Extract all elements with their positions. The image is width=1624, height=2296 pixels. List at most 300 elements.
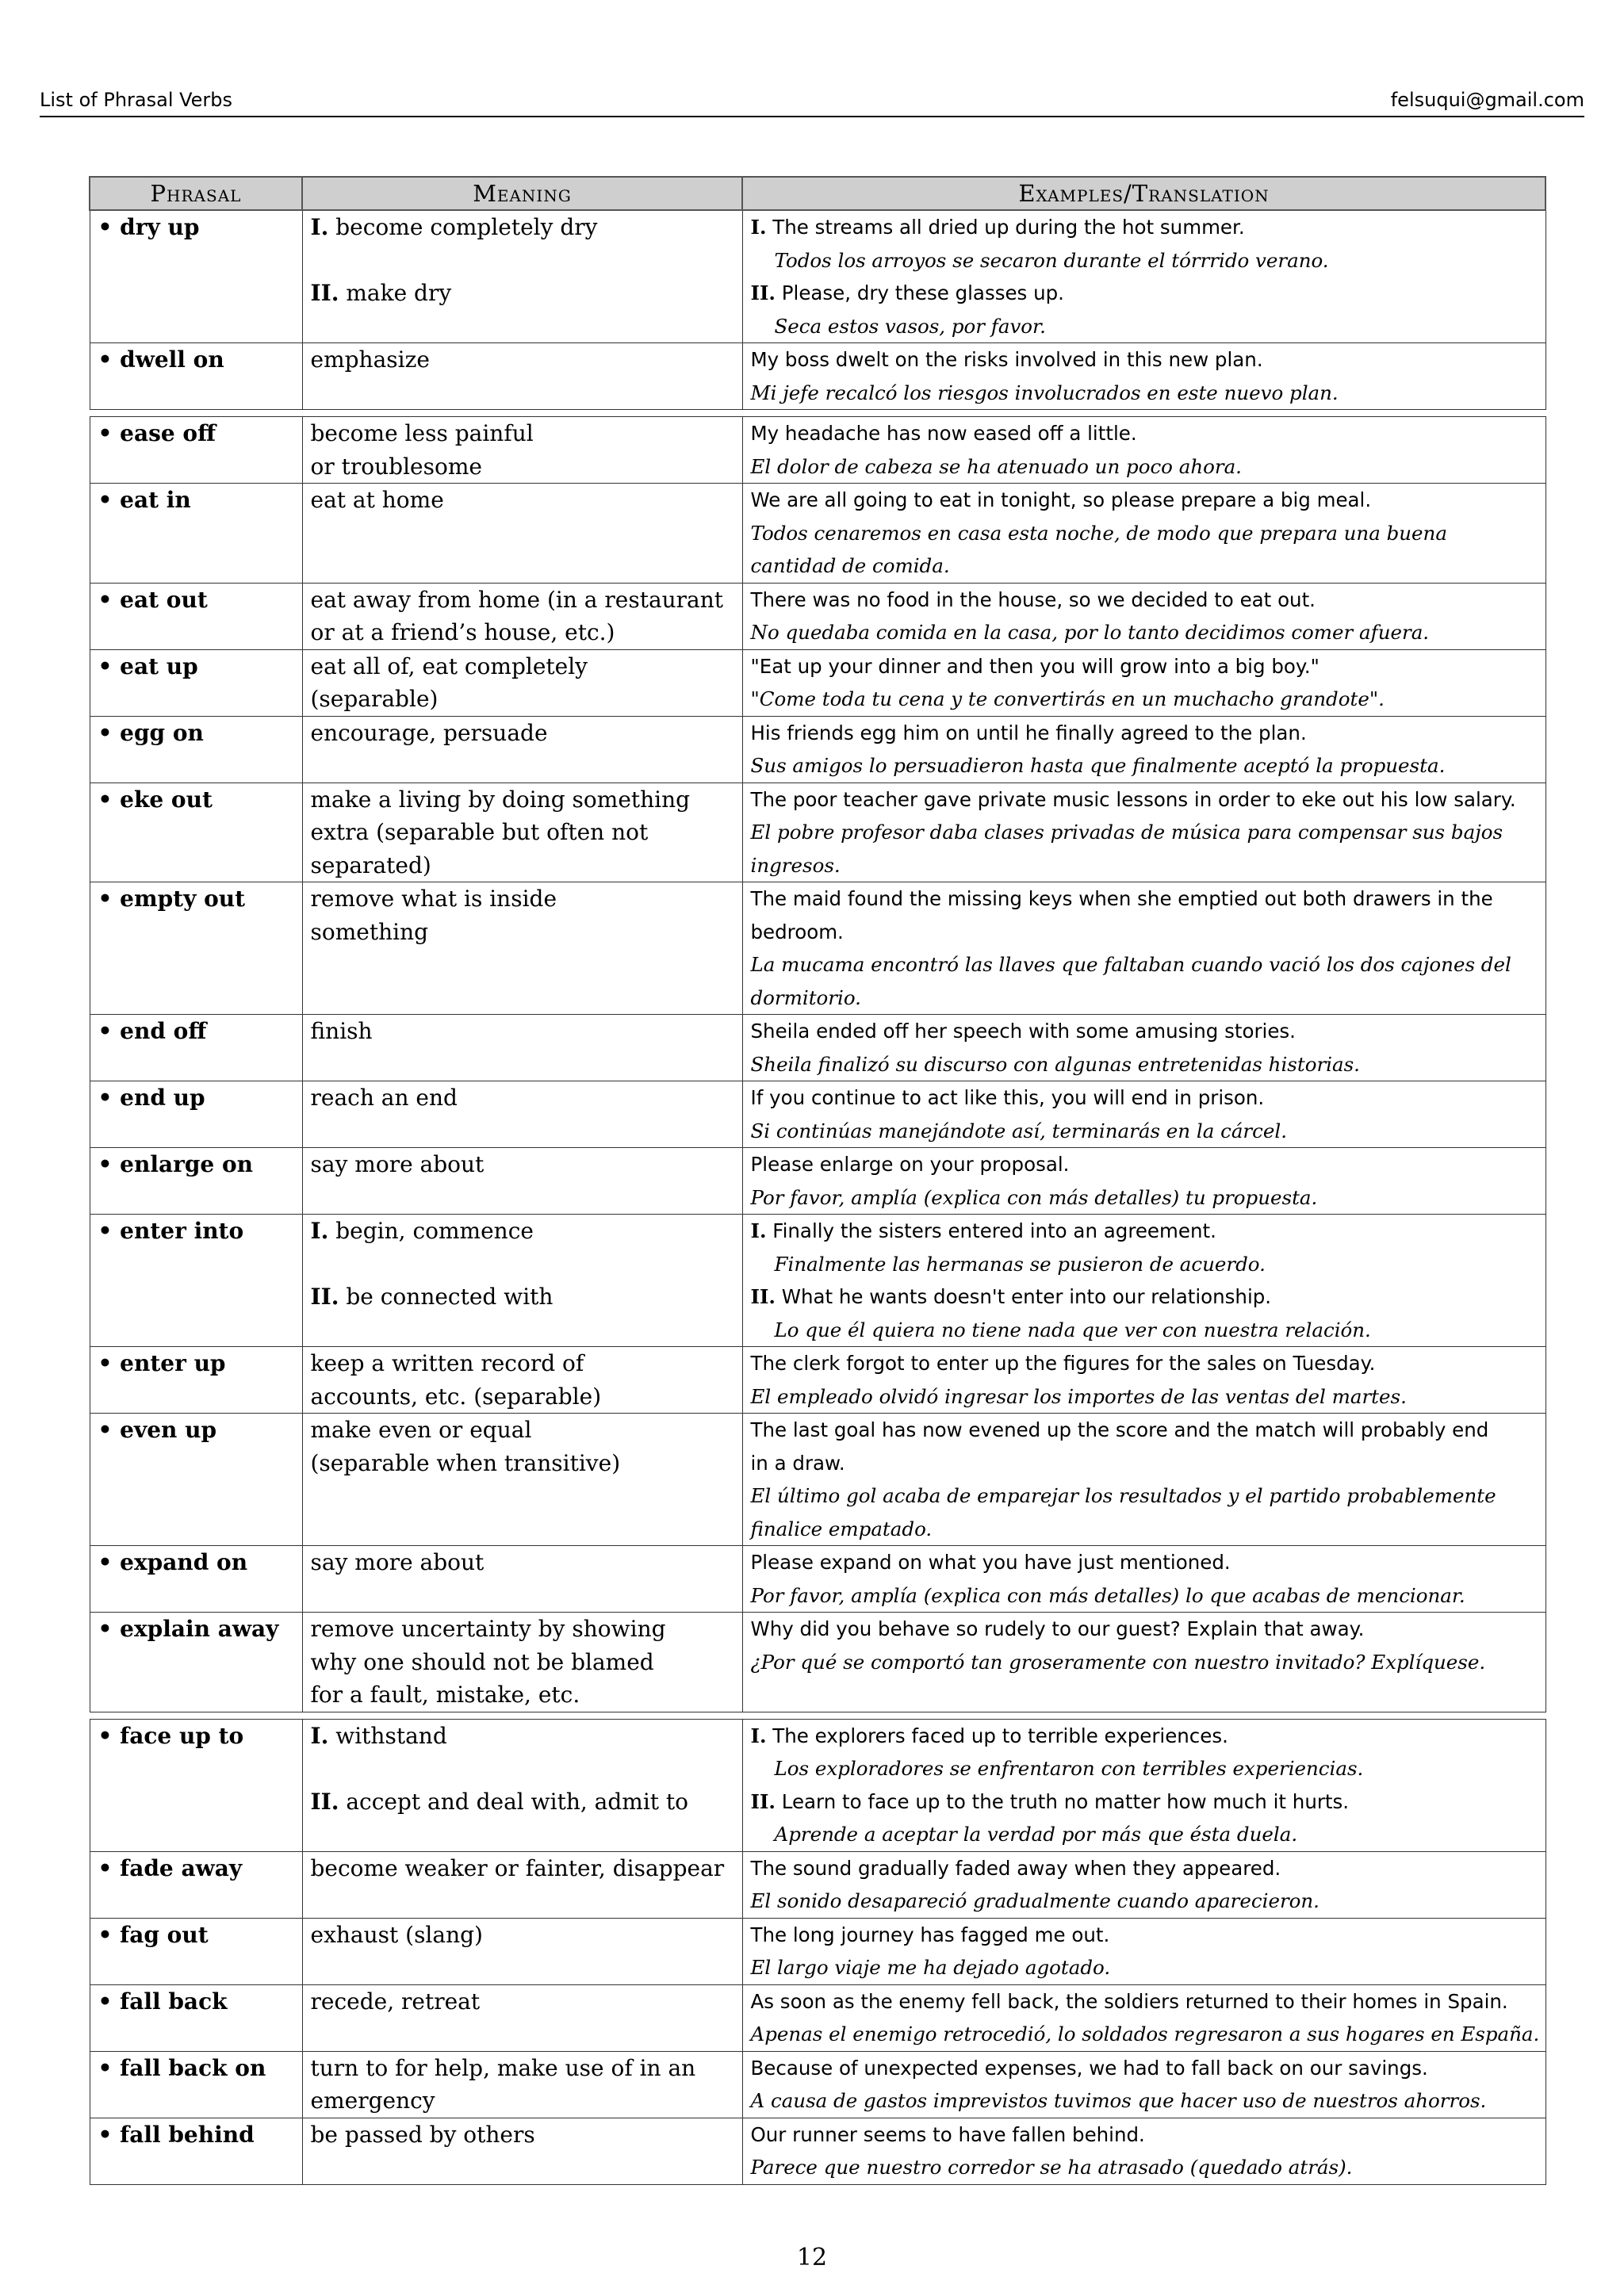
- examples-cell: [742, 1613, 1545, 1712]
- example-text: There was no food in the house, so we decided to eat out.: [750, 587, 1316, 611]
- example-text: The maid found the missing keys when she emptied out both drawers in the: [750, 887, 1493, 910]
- meaning-line: [311, 916, 734, 949]
- translation-text: Seca estos vasos, por favor.: [774, 314, 1046, 338]
- phrasal-verb: • end up: [90, 1081, 302, 1148]
- translation-text: Si continúas manejándote así, terminarás en la cárcel.: [750, 1119, 1287, 1142]
- phrasal-verb: • eke out: [90, 783, 302, 882]
- translation-text: Parece que nuestro corredor se ha atrasado (quedado atrás).: [750, 2156, 1353, 2179]
- spacer: [311, 1752, 734, 1785]
- table-row: [90, 1148, 1545, 1215]
- translation-text: "Come toda tu cena y te convertirás en un muchacho grandote".: [750, 687, 1385, 710]
- example-line: [751, 584, 1538, 617]
- meaning-cell: [302, 210, 742, 343]
- example-line: [751, 1280, 1538, 1314]
- translation-text: A causa de gastos imprevistos tuvimos que hacer uso de nuestros ahorros.: [750, 2089, 1487, 2112]
- table-row: [90, 649, 1545, 716]
- meaning-line: [311, 1347, 734, 1380]
- translation-line: [751, 1248, 1538, 1281]
- meaning-line: [311, 1785, 734, 1819]
- translation-line: [751, 310, 1538, 343]
- example-line: [751, 882, 1538, 916]
- translation-line: [751, 2018, 1538, 2051]
- gap-cell: [90, 410, 1545, 417]
- example-text: The poor teacher gave private music lessons in order to eke out his low salary.: [750, 787, 1516, 811]
- translation-line: [751, 2151, 1538, 2184]
- example-text: Please, dry these glasses up.: [775, 281, 1064, 304]
- examples-cell: [742, 1215, 1545, 1347]
- meaning-cell: [302, 1613, 742, 1712]
- example-line: [751, 211, 1538, 244]
- phrasal-verb: • enter up: [90, 1347, 302, 1414]
- example-line: [751, 1215, 1538, 1248]
- meaning-text: say more about: [310, 1151, 485, 1177]
- examples-cell: [742, 1414, 1545, 1546]
- table-row: [90, 343, 1545, 410]
- translation-line: [751, 1181, 1538, 1215]
- translation-text: Sheila finalizó su discurso con algunas entretenidas historias.: [750, 1052, 1360, 1076]
- meaning-text: or troublesome: [310, 453, 482, 480]
- meaning-text: eat all of, eat completely: [310, 652, 588, 679]
- meaning-line: [311, 450, 734, 484]
- example-text: Learn to face up to the truth no matter how much it hurts.: [775, 1789, 1350, 1813]
- example-line: [751, 2052, 1538, 2085]
- table-gap: [90, 1712, 1545, 1719]
- table-row: [90, 1984, 1545, 2051]
- meaning-text: something: [310, 918, 429, 945]
- table-row: [90, 1347, 1545, 1414]
- phrasal-verb: • empty out: [90, 882, 302, 1015]
- example-line: [751, 1985, 1538, 2019]
- meaning-text: make even or equal: [310, 1417, 532, 1443]
- meaning-cell: [302, 583, 742, 649]
- example-text: in a draw.: [750, 1451, 845, 1475]
- meaning-text: make dry: [339, 280, 452, 306]
- example-text: Finally the sisters entered into an agreement.: [766, 1219, 1216, 1242]
- table-row: [90, 583, 1545, 649]
- example-text: The clerk forgot to enter up the figures for the sales on Tuesday.: [750, 1352, 1376, 1375]
- translation-text: No quedaba comida en la casa, por lo tanto decidimos comer afuera.: [750, 621, 1430, 644]
- meaning-line: [311, 1919, 734, 1952]
- meaning-cell: [302, 1414, 742, 1546]
- sense-number: I.: [310, 1218, 329, 1244]
- examples-cell: [742, 1546, 1545, 1613]
- meaning-cell: [302, 783, 742, 882]
- meaning-cell: [302, 1984, 742, 2051]
- meaning-cell: [302, 649, 742, 716]
- meaning-text: why one should not be blamed: [310, 1648, 654, 1675]
- meaning-cell: [302, 2051, 742, 2118]
- example-line: [751, 484, 1538, 517]
- running-header: [40, 87, 1584, 117]
- translation-line: [751, 377, 1538, 410]
- meaning-cell: [302, 1851, 742, 1918]
- example-line: [751, 1447, 1538, 1480]
- phrasal-verb: • expand on: [90, 1546, 302, 1613]
- example-text: Sheila ended off her speech with some amusing stories.: [750, 1020, 1296, 1043]
- example-text: The streams all dried up during the hot summer.: [766, 216, 1245, 239]
- sense-number: I.: [750, 1724, 767, 1747]
- meaning-line: [311, 2118, 734, 2152]
- example-line: [751, 1852, 1538, 1885]
- meaning-text: recede, retreat: [310, 1988, 481, 2015]
- meaning-text: keep a written record of: [310, 1350, 584, 1376]
- meaning-text: be passed by others: [310, 2121, 535, 2148]
- meaning-line: [311, 1081, 734, 1115]
- table-row: [90, 1215, 1545, 1347]
- spacer: [311, 1248, 734, 1281]
- example-line: [751, 1414, 1538, 1447]
- meaning-cell: [302, 1015, 742, 1081]
- meaning-line: [311, 882, 734, 916]
- examples-cell: [742, 417, 1545, 484]
- example-line: [751, 1613, 1538, 1646]
- examples-cell: [742, 1081, 1545, 1148]
- translation-line: [751, 816, 1538, 849]
- examples-cell: [742, 783, 1545, 882]
- phrasal-verb: • fall back on: [90, 2051, 302, 2118]
- phrasal-verb: • explain away: [90, 1613, 302, 1712]
- translation-text: dormitorio.: [750, 985, 861, 1009]
- meaning-cell: [302, 882, 742, 1015]
- phrasal-verb: • face up to: [90, 1719, 302, 1851]
- example-text: My headache has now eased off a little.: [750, 422, 1137, 445]
- phrasal-verb: • fall back: [90, 1984, 302, 2051]
- phrasal-verb: • enlarge on: [90, 1148, 302, 1215]
- translation-text: Finalmente las hermanas se pusieron de acuerdo.: [774, 1252, 1266, 1276]
- translation-text: Los exploradores se enfrentaron con terribles experiencias.: [774, 1757, 1364, 1780]
- translation-line: [751, 549, 1538, 583]
- examples-cell: [742, 2051, 1545, 2118]
- table-row: [90, 1015, 1545, 1081]
- table-row: [90, 2051, 1545, 2118]
- translation-line: [751, 1115, 1538, 1148]
- examples-cell: [742, 1015, 1545, 1081]
- phrasal-verb: • ease off: [90, 417, 302, 484]
- example-line: [751, 1148, 1538, 1181]
- phrasal-verb: • fade away: [90, 1851, 302, 1918]
- translation-line: [751, 849, 1538, 882]
- sense-number: I.: [310, 214, 329, 240]
- example-text: The explorers faced up to terrible experiences.: [766, 1724, 1228, 1747]
- meaning-text: accept and deal with, admit to: [339, 1788, 689, 1815]
- example-text: Please enlarge on your proposal.: [750, 1153, 1070, 1176]
- meaning-line: [311, 1447, 734, 1480]
- meaning-cell: [302, 1347, 742, 1414]
- column-header-phrasal: Phrasal: [90, 177, 302, 210]
- translation-line: [751, 1513, 1538, 1546]
- sense-number: II.: [310, 1788, 339, 1815]
- meaning-line: [311, 849, 734, 882]
- table-row: [90, 1546, 1545, 1613]
- translation-line: [751, 517, 1538, 550]
- translation-text: El pobre profesor daba clases privadas de música para compensar sus bajos: [750, 821, 1503, 844]
- translation-text: La mucama encontró las llaves que faltaban cuando vació los dos cajones del: [750, 953, 1511, 976]
- document-title: List of Phrasal Verbs: [40, 89, 233, 111]
- example-text: bedroom.: [750, 920, 844, 943]
- example-line: [751, 717, 1538, 750]
- meaning-line: [311, 211, 734, 244]
- sense-number: I.: [750, 216, 767, 239]
- table-gap: [90, 410, 1545, 417]
- example-text: Our runner seems to have fallen behind.: [750, 2122, 1145, 2146]
- examples-cell: [742, 1148, 1545, 1215]
- table-row: [90, 1613, 1545, 1712]
- meaning-line: [311, 1380, 734, 1414]
- phrasal-verbs-table: [89, 176, 1546, 2185]
- translation-line: [751, 1818, 1538, 1851]
- examples-cell: [742, 1347, 1545, 1414]
- meaning-text: exhaust (slang): [310, 1921, 483, 1948]
- table-row: [90, 1719, 1545, 1851]
- meaning-text: extra (separable but often not: [310, 819, 649, 845]
- phrasal-verb: • eat up: [90, 649, 302, 716]
- translation-line: [751, 1646, 1538, 1679]
- phrasal-verb: • fall behind: [90, 2118, 302, 2184]
- meaning-line: [311, 343, 734, 377]
- example-text: His friends egg him on until he finally agreed to the plan.: [750, 721, 1307, 744]
- meaning-text: become weaker or fainter, disappear: [310, 1854, 725, 1881]
- translation-text: finalice empatado.: [750, 1517, 933, 1540]
- meaning-line: [311, 783, 734, 817]
- example-text: Because of unexpected expenses, we had to fall back on our savings.: [750, 2056, 1428, 2080]
- translation-line: [751, 1885, 1538, 1918]
- example-line: [751, 783, 1538, 817]
- meaning-cell: [302, 1148, 742, 1215]
- example-line: [751, 1081, 1538, 1115]
- sense-number: II.: [310, 1284, 339, 1310]
- translation-text: Todos cenaremos en casa esta noche, de modo que prepara una buena: [750, 521, 1447, 545]
- table-row: [90, 1918, 1545, 1984]
- meaning-line: [311, 1678, 734, 1712]
- table-row: [90, 882, 1545, 1015]
- translation-line: [751, 1579, 1538, 1613]
- table-row: [90, 1414, 1545, 1546]
- examples-cell: [742, 1851, 1545, 1918]
- phrasal-verb: • egg on: [90, 716, 302, 783]
- examples-cell: [742, 1719, 1545, 1851]
- example-text: "Eat up your dinner and then you will grow into a big boy.": [750, 654, 1320, 678]
- table-row: [90, 2118, 1545, 2184]
- meaning-text: accounts, etc. (separable): [310, 1383, 602, 1410]
- meaning-line: [311, 2052, 734, 2085]
- translation-text: Sus amigos lo persuadieron hasta que finalmente aceptó la propuesta.: [750, 754, 1446, 777]
- translation-text: El último gol acaba de emparejar los resultados y el partido probablemente: [750, 1484, 1496, 1507]
- translation-line: [751, 982, 1538, 1015]
- column-header-meaning: Meaning: [302, 177, 742, 210]
- meaning-line: [311, 1015, 734, 1048]
- example-line: [751, 417, 1538, 450]
- translation-text: El dolor de cabeza se ha atenuado un poco ahora.: [750, 454, 1242, 478]
- examples-cell: [742, 1918, 1545, 1984]
- meaning-line: [311, 1280, 734, 1314]
- meaning-line: [311, 717, 734, 750]
- meaning-text: separated): [310, 851, 431, 878]
- meaning-line: [311, 277, 734, 310]
- translation-text: El empleado olvidó ingresar los importes de las ventas del martes.: [750, 1384, 1407, 1408]
- translation-text: El sonido desapareció gradualmente cuando aparecieron.: [750, 1889, 1320, 1912]
- translation-text: ¿Por qué se comportó tan groseramente con nuestro invitado? Explíquese.: [750, 1650, 1486, 1674]
- meaning-line: [311, 1414, 734, 1447]
- examples-cell: [742, 343, 1545, 410]
- examples-cell: [742, 649, 1545, 716]
- meaning-text: remove what is inside: [310, 886, 557, 912]
- page-number: 12: [796, 2244, 828, 2271]
- translation-text: Por favor, amplía (explica con más detalles) tu propuesta.: [750, 1185, 1318, 1209]
- meaning-cell: [302, 716, 742, 783]
- meaning-line: [311, 1215, 734, 1248]
- translation-text: Todos los arroyos se secaron durante el tórrrido verano.: [774, 248, 1329, 272]
- sense-number: II.: [750, 1789, 776, 1813]
- examples-cell: [742, 484, 1545, 584]
- meaning-line: [311, 816, 734, 849]
- meaning-text: eat away from home (in a restaurant: [310, 586, 724, 613]
- gap-cell: [90, 1712, 1545, 1719]
- translation-text: Aprende a aceptar la verdad por más que ésta duela.: [774, 1823, 1298, 1846]
- meaning-text: encourage, persuade: [310, 719, 548, 746]
- translation-text: Apenas el enemigo retrocedió, lo soldados regresaron a sus hogares en España.: [750, 2022, 1540, 2045]
- example-line: [751, 1546, 1538, 1579]
- phrasal-verb: • enter into: [90, 1215, 302, 1347]
- table-row: [90, 783, 1545, 882]
- phrasal-verb: • dwell on: [90, 343, 302, 410]
- table-header-row: [90, 177, 1545, 210]
- example-text: As soon as the enemy fell back, the soldiers returned to their homes in Spain.: [750, 1989, 1508, 2013]
- meaning-text: reach an end: [310, 1085, 458, 1111]
- table-row: [90, 417, 1545, 484]
- phrasal-verb: • fag out: [90, 1918, 302, 1984]
- phrasal-verb: • end off: [90, 1015, 302, 1081]
- translation-line: [751, 749, 1538, 783]
- meaning-cell: [302, 1546, 742, 1613]
- translation-line: [751, 1951, 1538, 1984]
- examples-cell: [742, 583, 1545, 649]
- translation-line: [751, 450, 1538, 484]
- meaning-text: withstand: [328, 1722, 447, 1749]
- meaning-text: emergency: [310, 2087, 435, 2114]
- meaning-line: [311, 1546, 734, 1579]
- table-row: [90, 210, 1545, 343]
- translation-text: ingresos.: [750, 853, 841, 877]
- translation-line: [751, 1479, 1538, 1513]
- example-line: [751, 916, 1538, 949]
- example-line: [751, 1785, 1538, 1819]
- example-text: We are all going to eat in tonight, so please prepare a big meal.: [750, 488, 1372, 511]
- example-text: The long journey has fagged me out.: [750, 1923, 1110, 1946]
- translation-line: [751, 1048, 1538, 1081]
- meaning-line: [311, 1985, 734, 2019]
- example-line: [751, 343, 1538, 377]
- table-row: [90, 1851, 1545, 1918]
- sense-number: II.: [750, 281, 776, 304]
- column-header-examples: Examples/Translation: [742, 177, 1545, 210]
- meaning-text: (separable when transitive): [310, 1449, 621, 1476]
- meaning-text: become completely dry: [328, 214, 598, 240]
- example-line: [751, 650, 1538, 683]
- meaning-cell: [302, 1719, 742, 1851]
- meaning-text: or at a friend’s house, etc.): [310, 619, 615, 645]
- meaning-line: [311, 2084, 734, 2118]
- meaning-cell: [302, 2118, 742, 2184]
- meaning-text: say more about: [310, 1549, 485, 1575]
- example-text: If you continue to act like this, you will end in prison.: [750, 1086, 1265, 1109]
- meaning-text: for a fault, mistake, etc.: [310, 1682, 580, 1708]
- sense-number: II.: [310, 280, 339, 306]
- meaning-cell: [302, 1215, 742, 1347]
- translation-line: [751, 2084, 1538, 2118]
- translation-text: Lo que él quiera no tiene nada que ver con nuestra relación.: [774, 1318, 1371, 1341]
- example-line: [751, 1347, 1538, 1380]
- translation-line: [751, 948, 1538, 982]
- example-line: [751, 1919, 1538, 1952]
- translation-line: [751, 1380, 1538, 1414]
- sense-number: I.: [310, 1722, 329, 1749]
- example-text: What he wants doesn't enter into our relationship.: [775, 1285, 1272, 1308]
- meaning-text: turn to for help, make use of in an: [310, 2054, 696, 2081]
- meaning-line: [311, 683, 734, 716]
- meaning-text: become less painful: [310, 420, 534, 446]
- phrasal-verb: • even up: [90, 1414, 302, 1546]
- table-body: [90, 210, 1545, 2184]
- meaning-line: [311, 1852, 734, 1885]
- translation-text: cantidad de comida.: [750, 554, 950, 577]
- example-line: [751, 1720, 1538, 1753]
- meaning-text: emphasize: [310, 346, 430, 373]
- phrasal-verb: • eat out: [90, 583, 302, 649]
- translation-line: [751, 244, 1538, 277]
- meaning-cell: [302, 1918, 742, 1984]
- meaning-line: [311, 1148, 734, 1181]
- examples-cell: [742, 882, 1545, 1015]
- table-row: [90, 1081, 1545, 1148]
- meaning-cell: [302, 1081, 742, 1148]
- examples-cell: [742, 1984, 1545, 2051]
- meaning-line: [311, 584, 734, 617]
- phrasal-verb: • dry up: [90, 210, 302, 343]
- phrasal-verb: • eat in: [90, 484, 302, 584]
- meaning-text: be connected with: [339, 1284, 553, 1310]
- example-line: [751, 2118, 1538, 2152]
- example-text: Why did you behave so rudely to our guest? Explain that away.: [750, 1617, 1365, 1640]
- meaning-text: remove uncertainty by showing: [310, 1616, 666, 1642]
- translation-line: [751, 1314, 1538, 1347]
- examples-cell: [742, 2118, 1545, 2184]
- example-text: The sound gradually faded away when they appeared.: [750, 1856, 1281, 1880]
- meaning-line: [311, 616, 734, 649]
- meaning-text: make a living by doing something: [310, 786, 691, 813]
- meaning-line: [311, 1646, 734, 1679]
- example-line: [751, 1015, 1538, 1048]
- example-line: [751, 277, 1538, 310]
- example-text: My boss dwelt on the risks involved in this new plan.: [750, 348, 1263, 371]
- translation-text: El largo viaje me ha dejado agotado.: [750, 1956, 1111, 1979]
- examples-cell: [742, 716, 1545, 783]
- meaning-line: [311, 1720, 734, 1753]
- examples-cell: [742, 210, 1545, 343]
- table-row: [90, 484, 1545, 584]
- meaning-line: [311, 1613, 734, 1646]
- translation-line: [751, 683, 1538, 716]
- meaning-line: [311, 650, 734, 683]
- spacer: [311, 244, 734, 277]
- meaning-text: (separable): [310, 686, 439, 712]
- meaning-text: begin, commence: [328, 1218, 534, 1244]
- meaning-line: [311, 417, 734, 450]
- translation-line: [751, 1752, 1538, 1785]
- meaning-cell: [302, 484, 742, 584]
- sense-number: I.: [750, 1219, 767, 1242]
- meaning-text: finish: [310, 1018, 373, 1044]
- example-text: Please expand on what you have just mentioned.: [750, 1551, 1231, 1574]
